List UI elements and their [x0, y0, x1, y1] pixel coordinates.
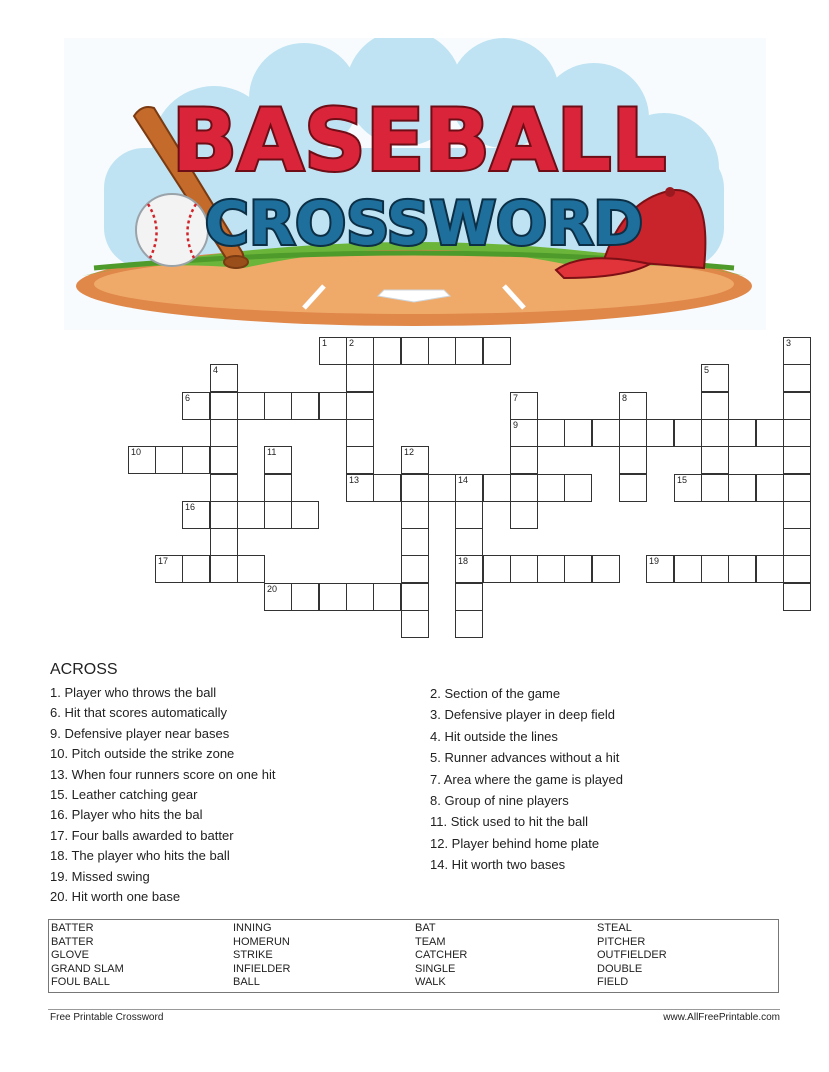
- clue-item: 6. Hit that scores automatically: [50, 705, 228, 721]
- grid-cell[interactable]: [401, 610, 429, 638]
- clue-number: 12: [404, 447, 415, 457]
- grid-cell[interactable]: [428, 474, 456, 502]
- clue-item: 16. Player who hits the bal: [50, 807, 203, 823]
- clue-number: 5: [704, 365, 710, 375]
- footer-right-text: www.AllFreePrintable.com: [663, 1012, 780, 1023]
- clue-number: 7: [513, 393, 519, 403]
- grid-cell[interactable]: [401, 583, 429, 611]
- grid-cell[interactable]: [182, 555, 210, 583]
- clue-item: 10. Pitch outside the strike zone: [50, 746, 235, 762]
- clue-number: 10: [131, 447, 142, 457]
- grid-cell[interactable]: [346, 419, 374, 447]
- grid-cell[interactable]: [783, 555, 811, 583]
- word-bank-item: OUTFIELDER: [597, 949, 667, 962]
- grid-cell[interactable]: [237, 555, 265, 583]
- grid-cell[interactable]: [674, 555, 702, 583]
- grid-cell[interactable]: [210, 419, 238, 447]
- word-bank-item: INFIELDER: [233, 962, 291, 975]
- clue-item: 18. The player who hits the ball: [50, 848, 230, 864]
- grid-cell[interactable]: [783, 364, 811, 392]
- word-bank-item: PITCHER: [597, 935, 646, 948]
- grid-cell[interactable]: [128, 446, 156, 474]
- grid-cell[interactable]: [455, 337, 483, 365]
- grid-cell[interactable]: [646, 419, 674, 447]
- word-bank-item: STEAL: [597, 922, 632, 934]
- grid-cell[interactable]: [264, 474, 292, 502]
- grid-cell[interactable]: [264, 446, 292, 474]
- word-bank-item: BATTER: [51, 922, 94, 934]
- clue-number: 4: [213, 365, 219, 375]
- grid-cell[interactable]: [291, 583, 319, 611]
- clue-item: 2. Section of the game: [430, 686, 561, 701]
- grid-cell[interactable]: [346, 474, 374, 502]
- word-bank-item: TEAM: [415, 935, 446, 948]
- grid-cell[interactable]: [455, 528, 483, 556]
- grid-cell[interactable]: [291, 501, 319, 529]
- grid-cell[interactable]: [373, 337, 401, 365]
- clue-item: 17. Four balls awarded to batter: [50, 827, 234, 843]
- clue-item: 3. Defensive player in deep field: [430, 707, 616, 723]
- grid-cell[interactable]: [756, 474, 784, 502]
- word-bank-item: GLOVE: [51, 949, 89, 962]
- clue-number: 9: [513, 420, 519, 430]
- title-line1: BASEBALL: [171, 91, 667, 191]
- grid-cell[interactable]: [537, 555, 565, 583]
- grid-cell[interactable]: [701, 446, 729, 474]
- title-line2: CROSSWORD: [204, 189, 644, 259]
- grid-cell[interactable]: [510, 392, 538, 420]
- clue-number: 19: [649, 556, 660, 566]
- word-bank: [48, 919, 779, 993]
- grid-cell[interactable]: [401, 528, 429, 556]
- grid-cell[interactable]: [455, 474, 483, 502]
- grid-cell[interactable]: [210, 555, 238, 583]
- grid-cell[interactable]: [592, 419, 620, 447]
- grid-cell[interactable]: [783, 474, 811, 502]
- grid-cell[interactable]: [401, 474, 429, 502]
- clue-item: 1. Player who throws the ball: [50, 685, 217, 700]
- word-bank-item: FOUL BALL: [51, 976, 110, 989]
- grid-cell[interactable]: [619, 392, 647, 420]
- grid-cell[interactable]: [701, 555, 729, 583]
- grid-cell[interactable]: [728, 419, 756, 447]
- footer-divider: [48, 1009, 780, 1010]
- grid-cell[interactable]: [783, 392, 811, 420]
- clue-item: 8. Group of nine players: [430, 793, 569, 808]
- grid-cell[interactable]: [592, 555, 620, 583]
- grid-cell[interactable]: [701, 474, 729, 502]
- clue-number: 13: [349, 475, 360, 485]
- grid-cell[interactable]: [783, 419, 811, 447]
- clue-number: 20: [267, 584, 278, 594]
- clue-item: 13. When four runners score on one hit: [50, 766, 276, 782]
- grid-cell[interactable]: [401, 337, 429, 365]
- clue-number: 6: [185, 393, 191, 403]
- grid-cell[interactable]: [483, 474, 511, 502]
- grid-cell[interactable]: [728, 474, 756, 502]
- grid-cell[interactable]: [291, 392, 319, 420]
- grid-cell[interactable]: [319, 583, 347, 611]
- word-bank-item: FIELD: [597, 976, 629, 989]
- grid-cell[interactable]: [210, 528, 238, 556]
- grid-cell[interactable]: [182, 392, 210, 420]
- grid-cell[interactable]: [783, 501, 811, 529]
- grid-cell[interactable]: [783, 528, 811, 556]
- grid-cell[interactable]: [346, 583, 374, 611]
- grid-cell[interactable]: [210, 474, 238, 502]
- clue-number: 11: [267, 447, 277, 457]
- grid-cell[interactable]: [537, 474, 565, 502]
- word-bank-item: SINGLE: [415, 962, 456, 975]
- grid-cell[interactable]: [756, 555, 784, 583]
- clue-item: 14. Hit worth two bases: [430, 857, 566, 873]
- grid-cell[interactable]: [401, 555, 429, 583]
- grid-cell[interactable]: [455, 610, 483, 638]
- grid-cell[interactable]: [728, 555, 756, 583]
- word-bank-item: BAT: [415, 922, 436, 934]
- grid-cell[interactable]: [701, 364, 729, 392]
- grid-cell[interactable]: [210, 392, 238, 420]
- grid-cell[interactable]: [510, 419, 538, 447]
- grid-cell[interactable]: [155, 555, 183, 583]
- grid-cell[interactable]: [210, 364, 238, 392]
- grid-cell[interactable]: [619, 474, 647, 502]
- grid-cell[interactable]: [674, 474, 702, 502]
- grid-cell[interactable]: [401, 446, 429, 474]
- grid-cell[interactable]: [373, 474, 401, 502]
- grid-cell[interactable]: [264, 501, 292, 529]
- grid-cell[interactable]: [701, 392, 729, 420]
- clue-number: 14: [458, 475, 469, 485]
- grid-cell[interactable]: [401, 501, 429, 529]
- grid-cell[interactable]: [783, 337, 811, 365]
- grid-cell[interactable]: [237, 392, 265, 420]
- grid-cell[interactable]: [346, 337, 374, 365]
- grid-cell[interactable]: [564, 555, 592, 583]
- clue-number: 8: [622, 393, 628, 403]
- word-bank-item: HOMERUN: [233, 935, 290, 948]
- grid-cell[interactable]: [564, 419, 592, 447]
- word-bank-item: GRAND SLAM: [51, 962, 124, 975]
- clue-item: 12. Player behind home plate: [430, 835, 600, 851]
- grid-cell[interactable]: [783, 446, 811, 474]
- clue-number: 2: [349, 338, 355, 348]
- grid-cell[interactable]: [264, 583, 292, 611]
- clue-item: 19. Missed swing: [50, 868, 150, 884]
- word-bank-item: STRIKE: [233, 949, 273, 962]
- clue-item: 7. Area where the game is played: [430, 771, 623, 787]
- across-heading: ACROSS: [50, 661, 118, 678]
- word-bank-item: WALK: [415, 976, 446, 989]
- clue-item: 11. Stick used to hit the ball: [430, 814, 589, 830]
- grid-cell[interactable]: [182, 501, 210, 529]
- word-bank-item: CATCHER: [415, 949, 468, 962]
- clue-item: 20. Hit worth one base: [50, 889, 181, 904]
- clue-item: 4. Hit outside the lines: [430, 728, 558, 744]
- grid-cell[interactable]: [674, 419, 702, 447]
- grid-cell[interactable]: [210, 501, 238, 529]
- clue-item: 9. Defensive player near bases: [50, 725, 230, 741]
- clue-item: 15. Leather catching gear: [50, 787, 198, 802]
- grid-cell[interactable]: [510, 555, 538, 583]
- grid-cell[interactable]: [537, 419, 565, 447]
- grid-cell[interactable]: [756, 419, 784, 447]
- grid-cell[interactable]: [346, 364, 374, 392]
- clue-number: 16: [185, 502, 196, 512]
- grid-cell[interactable]: [428, 337, 456, 365]
- grid-cell[interactable]: [264, 392, 292, 420]
- clue-number: 15: [677, 475, 688, 485]
- grid-cell[interactable]: [346, 446, 374, 474]
- grid-cell[interactable]: [619, 446, 647, 474]
- word-bank-item: BALL: [233, 976, 260, 989]
- grid-cell[interactable]: [373, 583, 401, 611]
- grid-cell[interactable]: [510, 446, 538, 474]
- grid-cell[interactable]: [182, 446, 210, 474]
- grid-cell[interactable]: [483, 555, 511, 583]
- grid-cell[interactable]: [237, 501, 265, 529]
- grid-cell[interactable]: [701, 419, 729, 447]
- word-bank-item: INNING: [233, 922, 272, 934]
- grid-cell[interactable]: [646, 555, 674, 583]
- grid-cell[interactable]: [210, 446, 238, 474]
- clue-number: 18: [458, 556, 469, 566]
- grid-cell[interactable]: [346, 392, 374, 420]
- clue-number: 3: [786, 338, 792, 348]
- grid-cell[interactable]: [783, 583, 811, 611]
- clue-item: 5. Runner advances without a hit: [430, 750, 620, 766]
- grid-cell[interactable]: [455, 583, 483, 611]
- grid-cell[interactable]: [155, 446, 183, 474]
- clue-number: 17: [158, 556, 169, 566]
- grid-cell[interactable]: [619, 419, 647, 447]
- word-bank-item: BATTER: [51, 935, 94, 948]
- grid-cell[interactable]: [455, 555, 483, 583]
- clue-number: 1: [322, 338, 328, 348]
- grid-cell[interactable]: [510, 474, 538, 502]
- grid-cell[interactable]: [319, 337, 347, 365]
- grid-cell[interactable]: [319, 392, 347, 420]
- grid-cell[interactable]: [483, 337, 511, 365]
- footer-left-text: Free Printable Crossword: [50, 1012, 164, 1023]
- grid-cell[interactable]: [455, 501, 483, 529]
- grid-cell[interactable]: [564, 474, 592, 502]
- grid-cell[interactable]: [510, 501, 538, 529]
- word-bank-item: DOUBLE: [597, 962, 643, 975]
